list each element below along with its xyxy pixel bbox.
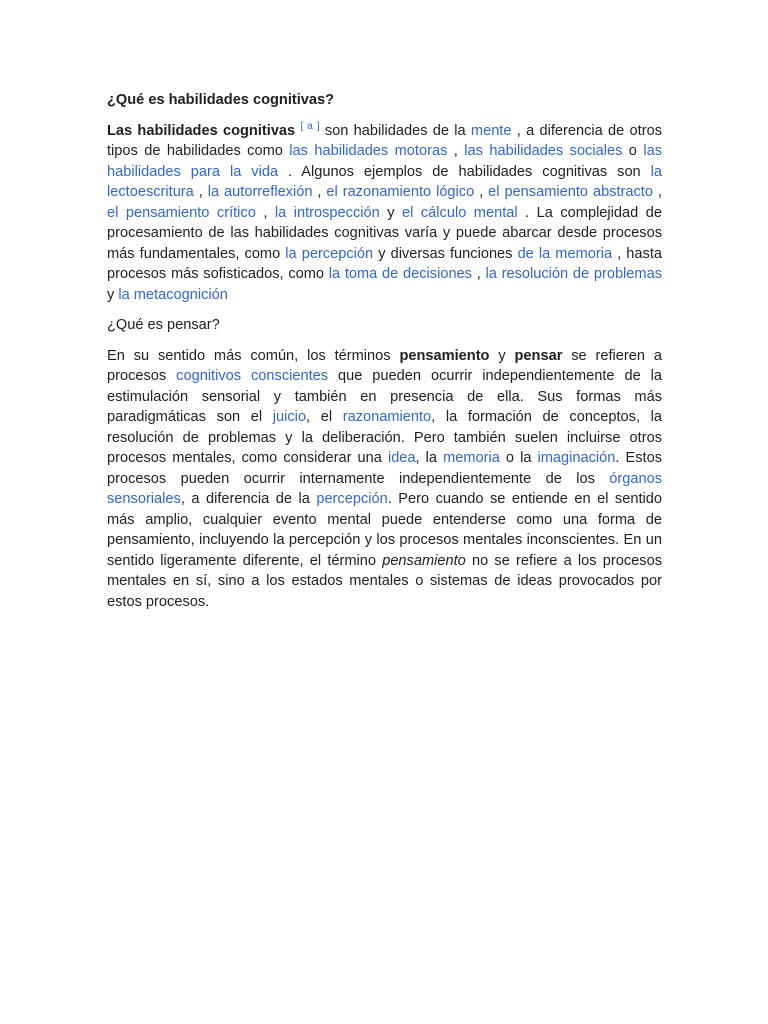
text-run: , la xyxy=(415,450,444,466)
link-pensamiento-abstracto[interactable]: el pensamiento abstracto xyxy=(488,184,653,200)
link-memoria[interactable]: de la memoria xyxy=(517,245,613,262)
text-run: y diversas funciones xyxy=(373,245,518,262)
text-run: son habilidades de la xyxy=(319,122,471,139)
link-percepcion-2[interactable]: percepción xyxy=(316,491,388,507)
link-razonamiento-logico[interactable]: el razonamiento lógico xyxy=(326,184,475,200)
text-run: En su sentido más común, los términos xyxy=(107,347,400,364)
link-resolucion-problemas[interactable]: la resolución de problemas xyxy=(485,266,662,282)
text-run: , xyxy=(193,184,208,200)
text-run: que pueden ocurrir independientemente de la estimulación sensorial y también en presencia de ella. Sus formas más paradigmáticas son el xyxy=(107,368,662,425)
bold-term: pensamiento xyxy=(399,347,490,364)
paragraph-pensar xyxy=(107,346,662,613)
paragraph-habilidades xyxy=(107,121,662,306)
link-metacognicion[interactable]: la metacognición xyxy=(118,286,228,303)
text-run: , xyxy=(652,184,662,200)
link-habilidades-sociales[interactable]: las habilidades sociales xyxy=(464,143,623,159)
link-mente[interactable]: mente xyxy=(470,122,512,139)
text-run: , la formación de conceptos, la resolución de problemas y la deliberación. Pero también suelen incluirse otros procesos mentales, como considerar una xyxy=(107,409,662,466)
text-run: , a diferencia de otros tipos de habilidades como xyxy=(107,122,662,159)
link-introspeccion[interactable]: la introspección xyxy=(274,204,380,221)
text-run: y xyxy=(107,286,119,303)
text-run: , el xyxy=(306,409,343,425)
section-heading-habilidades: ¿Qué es habilidades cognitivas? xyxy=(107,92,335,108)
text-run: no se refiere a los procesos mentales en sí, sino a los estados mentales o sistemas de ideas provocados por estos procesos. xyxy=(107,552,662,610)
bold-term: pensar xyxy=(514,347,563,364)
text-run: . Estos procesos pueden ocurrir internamente independientemente de los xyxy=(107,450,663,487)
link-cognitivos-conscientes[interactable]: cognitivos conscientes xyxy=(176,368,329,384)
link-razonamiento[interactable]: razonamiento xyxy=(342,409,432,425)
text-run: o la xyxy=(499,450,538,466)
bold-term: Las habilidades cognitivas xyxy=(107,122,296,139)
link-pensamiento-critico[interactable]: el pensamiento crítico xyxy=(107,204,256,221)
section-heading-pensar: ¿Qué es pensar? xyxy=(107,317,220,333)
link-autorreflexion[interactable]: la autorreflexión xyxy=(207,184,313,200)
link-idea[interactable]: idea xyxy=(387,450,416,466)
text-run: , xyxy=(447,143,465,159)
document-page xyxy=(107,90,662,622)
text-run: y xyxy=(489,347,515,364)
text-run: , xyxy=(255,204,275,221)
text-run: , xyxy=(474,184,489,200)
link-habilidades-motoras[interactable]: las habilidades motoras xyxy=(289,143,448,159)
link-percepcion[interactable]: la percepción xyxy=(285,245,374,262)
text-run: , xyxy=(312,184,327,200)
text-run: y xyxy=(379,204,403,221)
text-run: se refieren a procesos xyxy=(107,347,662,384)
link-habilidades-vida[interactable]: las habilidades para la vida xyxy=(107,143,663,180)
text-run: , hasta procesos más sofisticados, como xyxy=(107,245,662,282)
link-memoria-2[interactable]: memoria xyxy=(443,450,500,466)
link-toma-decisiones[interactable]: la toma de decisiones xyxy=(328,266,472,282)
link-imaginacion[interactable]: imaginación xyxy=(537,450,616,466)
link-juicio[interactable]: juicio xyxy=(272,409,307,425)
link-organos-sensoriales[interactable]: órganos sensoriales xyxy=(107,470,662,507)
footnote-ref[interactable]: [ a ] xyxy=(300,120,320,132)
text-run: . La complejidad de procesamiento de las habilidades cognitivas varía y puede abarcar desde procesos más fundamentales, como xyxy=(107,204,662,262)
link-calculo-mental[interactable]: el cálculo mental xyxy=(402,204,518,221)
text-run: , xyxy=(471,266,486,282)
link-lectoescritura[interactable]: la lectoescritura xyxy=(107,163,662,200)
text-run: o xyxy=(622,143,644,159)
text-run: . Algunos ejemplos de habilidades cognitivas son xyxy=(278,163,651,180)
text-run: , a diferencia de la xyxy=(180,491,317,507)
italic-term: pensamiento xyxy=(382,552,466,569)
text-run: . Pero cuando se entiende en el sentido más amplio, cualquier evento mental puede entenderse como una forma de pensamiento, incluyendo la percepción y los procesos mentales inconscientes. En un sentido ligeramente diferente, el término xyxy=(107,491,662,569)
